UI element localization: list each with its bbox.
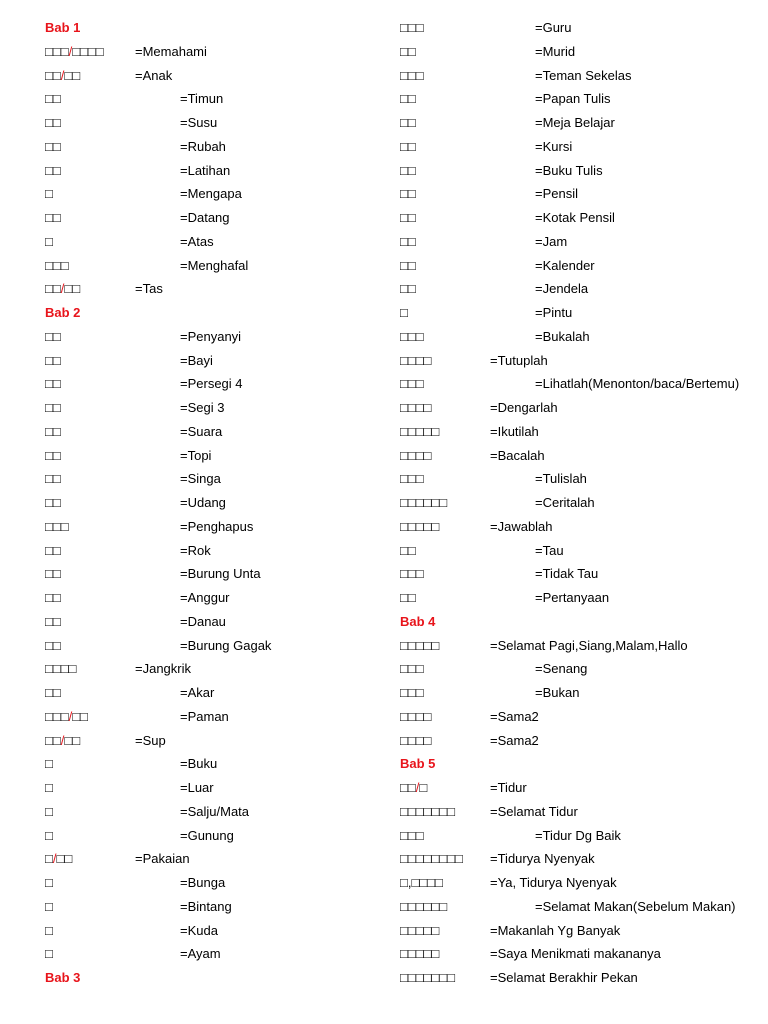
vocab-meaning: =Jam bbox=[535, 233, 568, 249]
vocab-term: □□□□□ bbox=[400, 922, 440, 938]
vocab-row bbox=[45, 467, 375, 491]
vocab-row bbox=[400, 919, 760, 943]
vocab-row bbox=[400, 206, 760, 230]
vocab-meaning: =Pintu bbox=[535, 305, 573, 320]
vocab-term: □ bbox=[45, 946, 53, 962]
section-heading: Bab 1 bbox=[45, 20, 81, 35]
term-separator: / bbox=[60, 67, 65, 83]
vocab-meaning: =Tidurya Nyenyak bbox=[490, 851, 595, 867]
vocab-term: □□□ bbox=[400, 67, 424, 83]
vocab-term: □□□□□□ bbox=[400, 495, 448, 510]
vocab-row bbox=[45, 135, 375, 159]
vocab-term: □□ bbox=[400, 138, 416, 154]
vocab-term: □□□/□□□□ bbox=[45, 43, 104, 59]
section-heading: Bab 2 bbox=[45, 305, 81, 320]
vocab-row bbox=[45, 871, 375, 895]
vocab-term: □□□□□ bbox=[400, 423, 440, 439]
vocab-row bbox=[400, 942, 760, 966]
vocab-row bbox=[400, 16, 760, 40]
vocab-term: □ bbox=[400, 305, 408, 320]
vocab-term: □□ bbox=[45, 447, 61, 463]
vocab-meaning: =Dengarlah bbox=[490, 400, 558, 415]
vocab-row bbox=[400, 847, 760, 871]
vocab-meaning: =Meja Belajar bbox=[535, 115, 615, 130]
vocab-meaning: =Jawablah bbox=[490, 518, 553, 534]
vocab-row bbox=[400, 515, 760, 539]
vocab-meaning: =Tas bbox=[135, 281, 163, 297]
vocab-term: □□□ bbox=[400, 566, 424, 582]
vocab-row bbox=[400, 301, 760, 325]
vocab-meaning: =Sama2 bbox=[490, 732, 539, 748]
vocab-meaning: =Memahami bbox=[135, 43, 207, 59]
vocab-meaning: =Burung Gagak bbox=[180, 637, 272, 653]
vocab-term: □□/□□ bbox=[45, 281, 81, 297]
vocab-row bbox=[45, 87, 375, 111]
vocab-term: □□ bbox=[45, 400, 61, 415]
vocab-row bbox=[45, 64, 375, 88]
vocab-meaning: =Latihan bbox=[180, 162, 231, 178]
vocab-term: □□ bbox=[45, 685, 61, 700]
vocab-row bbox=[400, 87, 760, 111]
vocab-meaning: =Udang bbox=[180, 495, 226, 510]
vocab-row bbox=[45, 776, 375, 800]
vocab-meaning: =Jendela bbox=[535, 281, 589, 297]
vocab-row bbox=[400, 372, 760, 396]
vocab-row bbox=[400, 562, 760, 586]
vocab-meaning: =Persegi 4 bbox=[180, 376, 243, 392]
vocab-meaning: =Salju/Mata bbox=[180, 803, 250, 819]
vocab-term: □□□ bbox=[400, 827, 424, 843]
vocab-row bbox=[45, 824, 375, 848]
vocab-meaning: =Tidur Dg Baik bbox=[535, 827, 621, 843]
vocab-term: □□□□□□□ bbox=[400, 803, 455, 819]
vocab-row bbox=[45, 610, 375, 634]
vocab-term: □□ bbox=[400, 162, 416, 178]
vocab-term: □□ bbox=[45, 91, 61, 107]
vocab-meaning: =Tutuplah bbox=[490, 352, 548, 368]
vocab-row bbox=[400, 254, 760, 278]
vocab-row bbox=[400, 159, 760, 183]
vocab-term: □□/□□ bbox=[45, 67, 81, 83]
vocab-term: □□ bbox=[400, 210, 416, 225]
vocab-term: □,□□□□ bbox=[400, 875, 443, 890]
vocab-row bbox=[400, 444, 760, 468]
vocab-term: □□□□□□□□ bbox=[400, 851, 463, 867]
vocab-meaning: =Ayam bbox=[180, 946, 221, 962]
vocab-meaning: =Buku bbox=[180, 756, 218, 772]
vocab-term: □□□□ bbox=[400, 400, 432, 415]
vocab-term: □□ bbox=[45, 162, 61, 178]
vocab-term: □□□/□□ bbox=[45, 708, 88, 724]
vocab-term: □□ bbox=[45, 376, 61, 392]
vocab-meaning: =Bunga bbox=[180, 875, 226, 890]
section-heading: Bab 4 bbox=[400, 613, 436, 629]
vocab-row bbox=[400, 182, 760, 206]
vocab-meaning: =Rok bbox=[180, 542, 211, 558]
term-separator: / bbox=[60, 732, 65, 748]
vocab-meaning: =Rubah bbox=[180, 138, 226, 154]
vocab-row bbox=[400, 824, 760, 848]
vocab-meaning: =Bacalah bbox=[490, 447, 545, 463]
vocab-meaning: =Ikutilah bbox=[490, 423, 539, 439]
vocab-row bbox=[400, 800, 760, 824]
vocab-term: □□ bbox=[45, 495, 61, 510]
vocab-meaning: =Kotak Pensil bbox=[535, 210, 615, 225]
vocab-term: □□ bbox=[45, 471, 61, 487]
vocab-term: □ bbox=[45, 875, 53, 890]
vocab-term: □□ bbox=[400, 590, 416, 605]
vocab-row bbox=[45, 277, 375, 301]
vocab-row bbox=[45, 586, 375, 610]
vocab-meaning: =Datang bbox=[180, 210, 230, 225]
vocab-row bbox=[45, 515, 375, 539]
right-column bbox=[400, 16, 760, 990]
vocab-meaning: =Pakaian bbox=[135, 851, 190, 867]
vocab-term: □□□ bbox=[45, 518, 69, 534]
vocab-row bbox=[45, 800, 375, 824]
vocab-row bbox=[400, 729, 760, 753]
vocab-meaning: =Guru bbox=[535, 20, 572, 35]
vocab-row bbox=[400, 705, 760, 729]
vocab-row bbox=[45, 159, 375, 183]
vocab-meaning: =Suara bbox=[180, 423, 223, 439]
vocab-meaning: =Bintang bbox=[180, 898, 232, 914]
vocab-row bbox=[400, 776, 760, 800]
vocab-row bbox=[45, 657, 375, 681]
vocab-row bbox=[45, 254, 375, 278]
vocab-meaning: =Penghapus bbox=[180, 518, 254, 534]
vocab-term: □ bbox=[45, 803, 53, 819]
vocab-meaning: =Papan Tulis bbox=[535, 91, 611, 107]
vocab-row bbox=[400, 681, 760, 705]
vocab-term: □□ bbox=[45, 423, 61, 439]
vocab-row bbox=[400, 135, 760, 159]
vocab-row bbox=[400, 230, 760, 254]
term-separator: / bbox=[68, 708, 73, 724]
vocab-row bbox=[400, 634, 760, 658]
vocab-term: □□ bbox=[400, 91, 416, 107]
vocab-term: □□ bbox=[400, 542, 416, 558]
vocab-row bbox=[45, 942, 375, 966]
vocab-term: □ bbox=[45, 756, 53, 772]
vocab-term: □□□ bbox=[400, 471, 424, 487]
vocab-term: □□ bbox=[400, 281, 416, 297]
vocab-row bbox=[400, 871, 760, 895]
vocab-row bbox=[45, 206, 375, 230]
vocab-term: □□ bbox=[45, 590, 61, 605]
vocab-meaning: =Bukan bbox=[535, 685, 580, 700]
vocab-meaning: =Anak bbox=[135, 67, 173, 83]
vocab-term: □□ bbox=[45, 210, 61, 225]
vocab-term: □□□□ bbox=[400, 732, 432, 748]
vocab-term: □□ bbox=[45, 637, 61, 653]
vocab-term: □□ bbox=[45, 542, 61, 558]
vocab-meaning: =Kursi bbox=[535, 138, 573, 154]
vocab-term: □ bbox=[45, 827, 53, 843]
vocab-meaning: =Tau bbox=[535, 542, 564, 558]
vocab-meaning: =Topi bbox=[180, 447, 212, 463]
vocab-row bbox=[400, 539, 760, 563]
vocab-meaning: =Lihatlah(Menonton/baca/Bertemu) bbox=[535, 376, 740, 392]
vocab-row bbox=[400, 491, 760, 515]
vocab-meaning: =Selamat Pagi,Siang,Malam,Hallo bbox=[490, 637, 688, 653]
vocab-meaning: =Menghafal bbox=[180, 257, 249, 273]
vocab-row bbox=[45, 729, 375, 753]
vocab-meaning: =Saya Menikmati makananya bbox=[490, 946, 661, 962]
vocab-row bbox=[400, 277, 760, 301]
section-heading: Bab 5 bbox=[400, 756, 436, 772]
vocab-term: □□/□□ bbox=[45, 732, 81, 748]
vocab-row bbox=[400, 467, 760, 491]
vocab-row bbox=[45, 752, 375, 776]
term-separator: / bbox=[415, 780, 420, 795]
vocab-meaning: =Sama2 bbox=[490, 708, 539, 724]
vocab-meaning: =Bayi bbox=[180, 352, 213, 368]
vocab-row bbox=[45, 372, 375, 396]
vocab-row bbox=[400, 111, 760, 135]
vocab-term: □□ bbox=[45, 352, 61, 368]
vocab-row bbox=[45, 705, 375, 729]
vocab-meaning: =Atas bbox=[180, 233, 214, 249]
vocab-row bbox=[400, 396, 760, 420]
vocab-row bbox=[400, 64, 760, 88]
term-separator: / bbox=[68, 43, 73, 59]
vocab-row bbox=[400, 966, 760, 990]
vocab-row bbox=[400, 325, 760, 349]
term-separator: / bbox=[52, 851, 57, 867]
vocab-term: □□□□□□ bbox=[400, 898, 448, 914]
vocab-meaning: =Paman bbox=[180, 708, 229, 724]
vocab-row bbox=[45, 111, 375, 135]
vocab-meaning: =Penyanyi bbox=[180, 328, 242, 344]
vocab-term: □□□ bbox=[400, 20, 424, 35]
vocab-term: □ bbox=[45, 780, 53, 795]
vocab-term: □□ bbox=[45, 138, 61, 154]
vocab-term: □□□ bbox=[400, 328, 424, 344]
term-separator: / bbox=[60, 281, 65, 297]
vocab-meaning: =Susu bbox=[180, 115, 218, 130]
vocab-row bbox=[45, 634, 375, 658]
vocab-meaning: =Selamat Makan(Sebelum Makan) bbox=[535, 898, 736, 914]
vocab-term: □□□ bbox=[400, 376, 424, 392]
vocab-meaning: =Tidak Tau bbox=[535, 566, 599, 582]
vocab-term: □□□□ bbox=[400, 447, 432, 463]
vocab-term: □ bbox=[45, 186, 53, 202]
vocab-term: □□ bbox=[400, 186, 416, 202]
vocab-meaning: =Ceritalah bbox=[535, 495, 595, 510]
vocab-meaning: =Mengapa bbox=[180, 186, 242, 202]
vocab-term: □□ bbox=[45, 328, 61, 344]
vocab-term: □ bbox=[45, 922, 53, 938]
vocab-row bbox=[45, 539, 375, 563]
vocab-row bbox=[45, 325, 375, 349]
vocab-row bbox=[400, 895, 760, 919]
vocab-term: □□□□ bbox=[45, 661, 77, 677]
vocab-row bbox=[45, 919, 375, 943]
vocab-meaning: =Pensil bbox=[535, 186, 578, 202]
vocab-row bbox=[45, 444, 375, 468]
vocab-meaning: =Akar bbox=[180, 685, 215, 700]
vocab-row bbox=[45, 895, 375, 919]
vocab-meaning: =Gunung bbox=[180, 827, 234, 843]
vocab-term: □□□□□□□ bbox=[400, 970, 455, 985]
vocab-row bbox=[400, 420, 760, 444]
vocab-row bbox=[400, 349, 760, 373]
vocab-row bbox=[45, 349, 375, 373]
vocab-row bbox=[45, 420, 375, 444]
left-column bbox=[45, 16, 375, 990]
vocab-meaning: =Pertanyaan bbox=[535, 590, 610, 605]
vocab-meaning: =Makanlah Yg Banyak bbox=[490, 922, 621, 938]
vocab-row bbox=[45, 681, 375, 705]
vocab-meaning: =Tulislah bbox=[535, 471, 587, 487]
vocab-row bbox=[45, 562, 375, 586]
vocab-meaning: =Segi 3 bbox=[180, 400, 225, 415]
vocab-term: □/□□ bbox=[45, 851, 73, 867]
vocab-term: □□□□ bbox=[400, 352, 432, 368]
vocab-row bbox=[45, 40, 375, 64]
vocab-term: □□□ bbox=[400, 685, 424, 700]
vocab-row bbox=[45, 847, 375, 871]
vocab-meaning: =Burung Unta bbox=[180, 566, 261, 582]
vocab-term: □□/□ bbox=[400, 780, 428, 795]
vocab-term: □ bbox=[45, 233, 53, 249]
vocab-meaning: =Singa bbox=[180, 471, 221, 487]
vocab-row bbox=[45, 491, 375, 515]
vocab-term: □□□□□ bbox=[400, 946, 440, 962]
vocab-meaning: =Anggur bbox=[180, 590, 230, 605]
vocab-row bbox=[400, 586, 760, 610]
vocab-meaning: =Murid bbox=[535, 43, 576, 59]
vocab-meaning: =Selamat Berakhir Pekan bbox=[490, 970, 638, 985]
vocab-term: □□□ bbox=[45, 257, 69, 273]
vocab-term: □□□□□ bbox=[400, 637, 440, 653]
vocab-meaning: =Buku Tulis bbox=[535, 162, 603, 178]
vocab-meaning: =Tidur bbox=[490, 780, 527, 795]
vocab-meaning: =Bukalah bbox=[535, 328, 590, 344]
vocab-row bbox=[45, 182, 375, 206]
section-heading: Bab 3 bbox=[45, 970, 81, 985]
vocab-row bbox=[45, 230, 375, 254]
vocab-meaning: =Timun bbox=[180, 91, 224, 107]
vocab-term: □□□ bbox=[400, 661, 424, 677]
vocab-meaning: =Selamat Tidur bbox=[490, 803, 578, 819]
vocab-meaning: =Senang bbox=[535, 661, 588, 677]
vocab-meaning: =Kuda bbox=[180, 922, 218, 938]
vocab-meaning: =Teman Sekelas bbox=[535, 67, 632, 83]
vocab-meaning: =Luar bbox=[180, 780, 214, 795]
vocab-row bbox=[45, 396, 375, 420]
vocab-term: □□ bbox=[45, 115, 61, 130]
vocab-row bbox=[400, 657, 760, 681]
vocab-meaning: =Danau bbox=[180, 613, 226, 629]
vocab-term: □□ bbox=[45, 566, 61, 582]
vocab-meaning: =Jangkrik bbox=[135, 661, 191, 677]
vocab-meaning: =Sup bbox=[135, 732, 166, 748]
vocab-term: □□ bbox=[400, 115, 416, 130]
vocab-term: □□□□ bbox=[400, 708, 432, 724]
vocab-term: □□ bbox=[45, 613, 61, 629]
vocab-term: □□ bbox=[400, 233, 416, 249]
vocab-meaning: =Kalender bbox=[535, 257, 595, 273]
vocab-term: □□□□□ bbox=[400, 518, 440, 534]
vocab-meaning: =Ya, Tidurya Nyenyak bbox=[490, 875, 617, 890]
vocab-term: □□ bbox=[400, 257, 416, 273]
vocab-row bbox=[400, 40, 760, 64]
vocab-term: □ bbox=[45, 898, 53, 914]
vocab-term: □□ bbox=[400, 43, 416, 59]
